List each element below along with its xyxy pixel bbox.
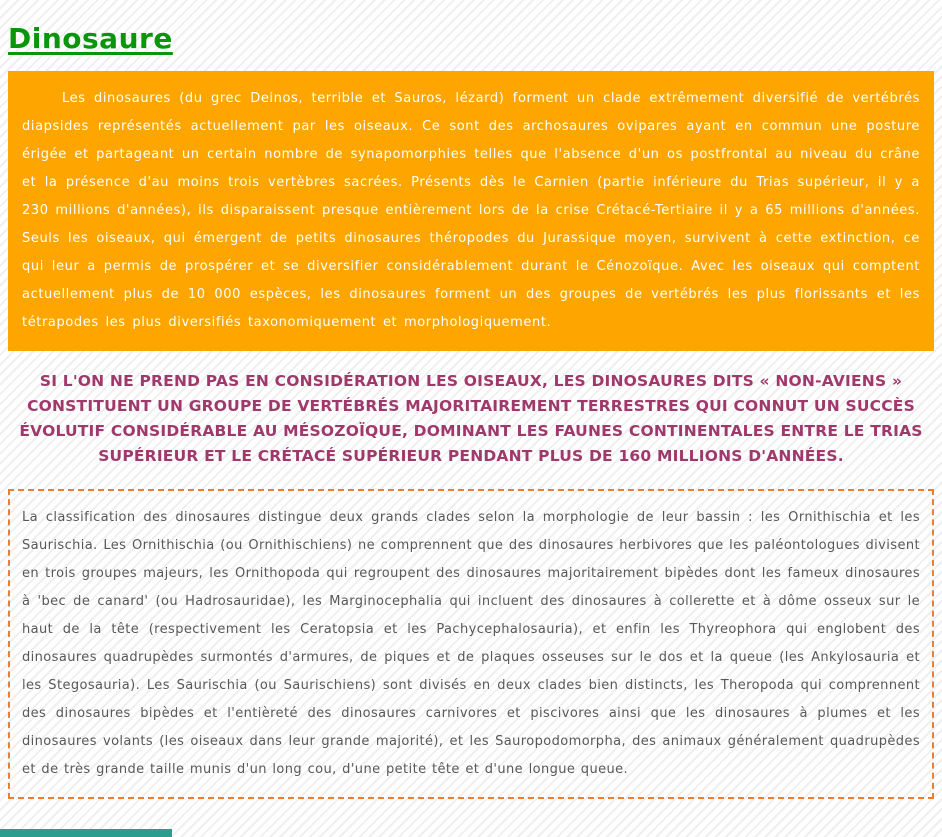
classification-box	[8, 489, 934, 799]
intro-text: Les dinosaures (du grec Deinos, terrible et Sauros, lézard) forment un clade extrêmement diversifié de vertébrés diapsides représentés actuellement par les oiseaux. Ce sont des archosaures ovipares ayant en commun une posture érigée et partageant un certain nombre de synapomorphies telles que l'absence d'un os postfrontal au niveau du crâne et la présence d'au moins trois vertèbres sacrées. Présents dès le Carnien (partie inférieure du Trias supérieur, il y a 230 millions d'années), ils disparaissent presque entièrement lors de la crise Crétacé-Tertiaire il y a 65 millions d'années. Seuls les oiseaux, qui émergent de petits dinosaures théropodes du Jurassique moyen, survivent à cette extinction, ce qui leur a permis de prospérer et se diversifier considérablement durant le Cénozoïque. Avec les oiseaux qui comptent actuellement plus de 10 000 espèces, les dinosaures forment un des groupes de vertébrés les plus florissants et les tétrapodes les plus diversifiés taxonomiquement et morphologiquement.	[22, 91, 920, 330]
classification-text: La classification des dinosaures distingue deux grands clades selon la morphologie de leur bassin : les Ornithischia et les Saurischia. Les Ornithischia (ou Ornithischiens) ne comprennent que des dinosaures herbivores que les paléontologues divisent en trois groupes majeurs, les Ornithopoda qui regroupent des dinosaures majoritairement bipèdes dont les fameux dinosaures à 'bec de canard' (ou Hadrosauridae), les Marginocephalia qui incluent des dinosaures à collerette et à dôme osseux sur le haut de la tête (respectivement les Ceratopsia et les Pachycephalosauria), et enfin les Thyreophora qui englobent des dinosaures quadrupèdes surmontés d'armures, de piques et de plaques osseuses sur le dos et la queue (les Ankylosauria et les Stegosauria). Les Saurischia (ou Saurischiens) sont divisés en deux clades bien distincts, les Theropoda qui comprennent des dinosaures bipèdes et l'entièreté des dinosaures carnivores et piscivores ainsi que les dinosaures à plumes et les dinosaures volants (les oiseaux dans leur grande majorité), et les Sauropodomorpha, des animaux généralement quadrupèdes et de très grande taille munis d'un long cou, d'une petite tête et d'une longue queue.	[22, 510, 920, 777]
partial-teal-bar	[0, 829, 172, 837]
intro-paragraph-box	[8, 71, 934, 351]
highlight-statement: SI L'ON NE PREND PAS EN CONSIDÉRATION LES OISEAUX, LES DINOSAURES DITS « NON-AVIENS » CONSTITUENT UN GROUPE DE VERTÉBRÉS MAJORITAIREMENT TERRESTRES QUI CONNUT UN SUCCÈS ÉVOLUTIF CONSIDÉRABLE AU MÉSOZOÏQUE, DOMINANT LES FAUNES CONTINENTALES ENTRE LE TRIAS SUPÉRIEUR ET LE CRÉTACÉ SUPÉRIEUR PENDANT PLUS DE 160 MILLIONS D'ANNÉES.	[19, 372, 923, 465]
page-title: Dinosaure	[8, 22, 173, 55]
